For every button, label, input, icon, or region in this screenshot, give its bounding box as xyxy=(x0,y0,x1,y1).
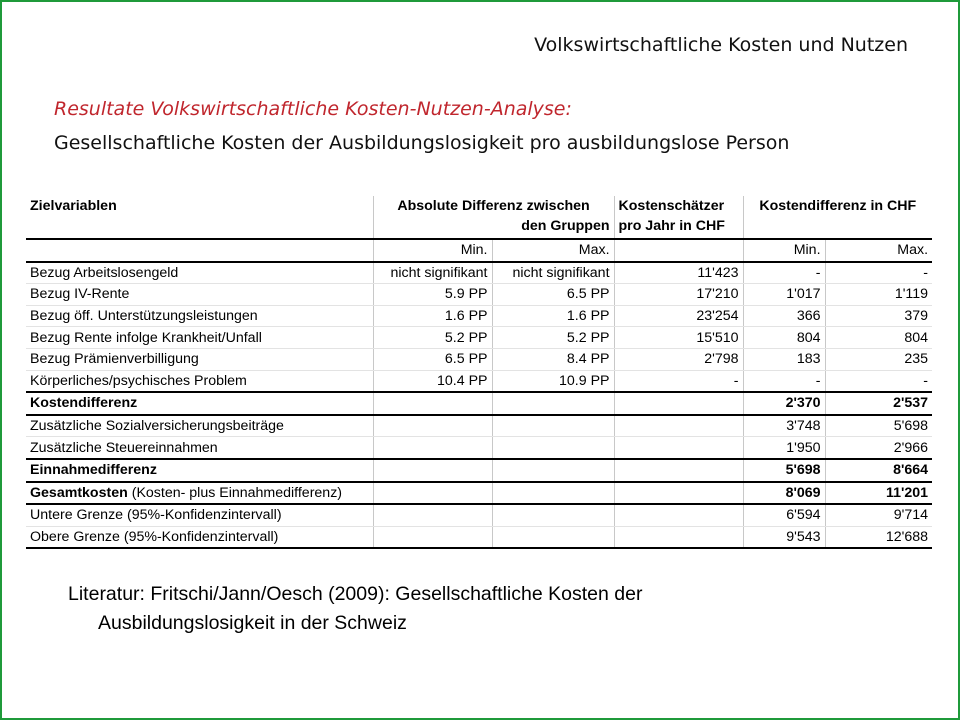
row-cell: - xyxy=(825,262,932,284)
row-cell: 1'119 xyxy=(825,284,932,306)
gesamtkosten-note: (Kosten- plus Einnahmedifferenz) xyxy=(127,484,343,501)
header-abs-diff-line2: den Gruppen xyxy=(521,218,610,234)
row-cell: 5.2 PP xyxy=(373,327,492,349)
row-cell: 8'069 xyxy=(743,482,825,505)
row-label: Körperliches/psychisches Problem xyxy=(26,370,373,392)
table-row xyxy=(26,437,932,459)
row-cell xyxy=(614,415,743,437)
row-cell: 10.4 PP xyxy=(373,370,492,392)
row-cell: 5'698 xyxy=(825,415,932,437)
header-abs-diff-line1: Absolute Differenz zwischen xyxy=(397,198,590,214)
table-row xyxy=(26,327,932,349)
header-kosten-line1: Kostenschätzer xyxy=(618,198,725,214)
row-cell: 8'664 xyxy=(825,459,932,482)
row-cell xyxy=(492,482,614,505)
row-cell: 17'210 xyxy=(614,284,743,306)
row-label: Zusätzliche Steuereinnahmen xyxy=(26,437,373,459)
row-cell: 11'201 xyxy=(825,482,932,505)
row-cell xyxy=(614,482,743,505)
row-label: Bezug IV-Rente xyxy=(26,284,373,306)
row-cell: 11'423 xyxy=(614,262,743,284)
row-cell xyxy=(492,459,614,482)
row-cell xyxy=(614,526,743,548)
row-cell: 2'537 xyxy=(825,392,932,415)
row-cell: nicht signifikant xyxy=(492,262,614,284)
header-zielvariablen: Zielvariablen xyxy=(26,196,373,239)
table-row xyxy=(26,262,932,284)
cost-table xyxy=(26,196,932,546)
row-cell xyxy=(373,504,492,526)
row-cell: 5.2 PP xyxy=(492,327,614,349)
diff-max-label: Max. xyxy=(825,239,932,262)
row-cell: 6'594 xyxy=(743,504,825,526)
row-cell: nicht signifikant xyxy=(373,262,492,284)
row-cell: 235 xyxy=(825,348,932,370)
table-row xyxy=(26,305,932,327)
row-cell: - xyxy=(743,262,825,284)
row-cell: 2'370 xyxy=(743,392,825,415)
row-cell xyxy=(492,504,614,526)
row-cell: 1'950 xyxy=(743,437,825,459)
table-row xyxy=(26,504,932,526)
row-cell: 804 xyxy=(825,327,932,349)
row-label xyxy=(26,482,373,505)
table-row xyxy=(26,415,932,437)
row-cell xyxy=(492,392,614,415)
header-kostenschaetzer xyxy=(614,196,743,239)
table-row xyxy=(26,459,932,482)
row-cell: 1.6 PP xyxy=(373,305,492,327)
row-cell xyxy=(373,526,492,548)
row-cell: 1.6 PP xyxy=(492,305,614,327)
row-cell: 15'510 xyxy=(614,327,743,349)
row-cell: 804 xyxy=(743,327,825,349)
row-cell xyxy=(492,437,614,459)
row-cell: 379 xyxy=(825,305,932,327)
table-row xyxy=(26,392,932,415)
row-cell: 3'748 xyxy=(743,415,825,437)
minmax-empty xyxy=(26,239,373,262)
row-cell: - xyxy=(614,370,743,392)
row-label: Untere Grenze (95%-Konfidenzintervall) xyxy=(26,504,373,526)
row-cell: 9'714 xyxy=(825,504,932,526)
row-label: Bezug öff. Unterstützungsleistungen xyxy=(26,305,373,327)
row-cell: 6.5 PP xyxy=(492,284,614,306)
table-minmax-row xyxy=(26,239,932,262)
table-row xyxy=(26,370,932,392)
row-cell: - xyxy=(743,370,825,392)
row-cell: 23'254 xyxy=(614,305,743,327)
literature-line2: Ausbildungslosigkeit in der Schweiz xyxy=(98,612,407,634)
row-cell xyxy=(373,459,492,482)
row-label: Obere Grenze (95%-Konfidenzintervall) xyxy=(26,526,373,548)
main-title: Resultate Volkswirtschaftliche Kosten-Nutzen-Analyse: xyxy=(54,98,572,120)
row-cell: 183 xyxy=(743,348,825,370)
row-cell: 1'017 xyxy=(743,284,825,306)
row-cell: 9'543 xyxy=(743,526,825,548)
row-cell: - xyxy=(825,370,932,392)
row-label: Einnahmedifferenz xyxy=(26,459,373,482)
row-cell xyxy=(373,437,492,459)
row-cell: 5'698 xyxy=(743,459,825,482)
abs-min-label: Min. xyxy=(373,239,492,262)
row-cell: 10.9 PP xyxy=(492,370,614,392)
table-row xyxy=(26,526,932,548)
row-cell xyxy=(614,392,743,415)
diff-min-label: Min. xyxy=(743,239,825,262)
row-cell: 2'798 xyxy=(614,348,743,370)
header-kostendifferenz: Kostendifferenz in CHF xyxy=(743,196,932,239)
header-title: Volkswirtschaftliche Kosten und Nutzen xyxy=(534,34,908,56)
row-label: Kostendifferenz xyxy=(26,392,373,415)
row-cell: 6.5 PP xyxy=(373,348,492,370)
row-cell xyxy=(614,437,743,459)
literature-line1: Literatur: Fritschi/Jann/Oesch (2009): Gesellschaftliche Kosten der xyxy=(68,583,643,605)
row-cell xyxy=(373,415,492,437)
row-cell: 2'966 xyxy=(825,437,932,459)
row-cell xyxy=(614,459,743,482)
row-cell: 8.4 PP xyxy=(492,348,614,370)
row-cell xyxy=(492,415,614,437)
row-cell: 12'688 xyxy=(825,526,932,548)
row-cell: 5.9 PP xyxy=(373,284,492,306)
row-cell xyxy=(373,482,492,505)
table-row xyxy=(26,482,932,505)
table-header-row xyxy=(26,196,932,239)
header-kosten-line2: pro Jahr in CHF xyxy=(618,218,725,234)
literature-reference xyxy=(68,580,642,638)
abs-max-label: Max. xyxy=(492,239,614,262)
row-cell xyxy=(614,504,743,526)
row-label: Bezug Rente infolge Krankheit/Unfall xyxy=(26,327,373,349)
row-label: Bezug Arbeitslosengeld xyxy=(26,262,373,284)
table-row xyxy=(26,284,932,306)
table-row xyxy=(26,348,932,370)
row-label: Bezug Prämienverbilligung xyxy=(26,348,373,370)
gesamtkosten-bold: Gesamtkosten xyxy=(30,484,128,501)
row-cell xyxy=(492,526,614,548)
row-label: Zusätzliche Sozialversicherungsbeiträge xyxy=(26,415,373,437)
kosten-empty xyxy=(614,239,743,262)
row-cell xyxy=(373,392,492,415)
data-table xyxy=(26,196,932,549)
subtitle: Gesellschaftliche Kosten der Ausbildungslosigkeit pro ausbildungslose Person xyxy=(54,132,790,154)
row-cell: 366 xyxy=(743,305,825,327)
header-abs-diff xyxy=(373,196,614,239)
